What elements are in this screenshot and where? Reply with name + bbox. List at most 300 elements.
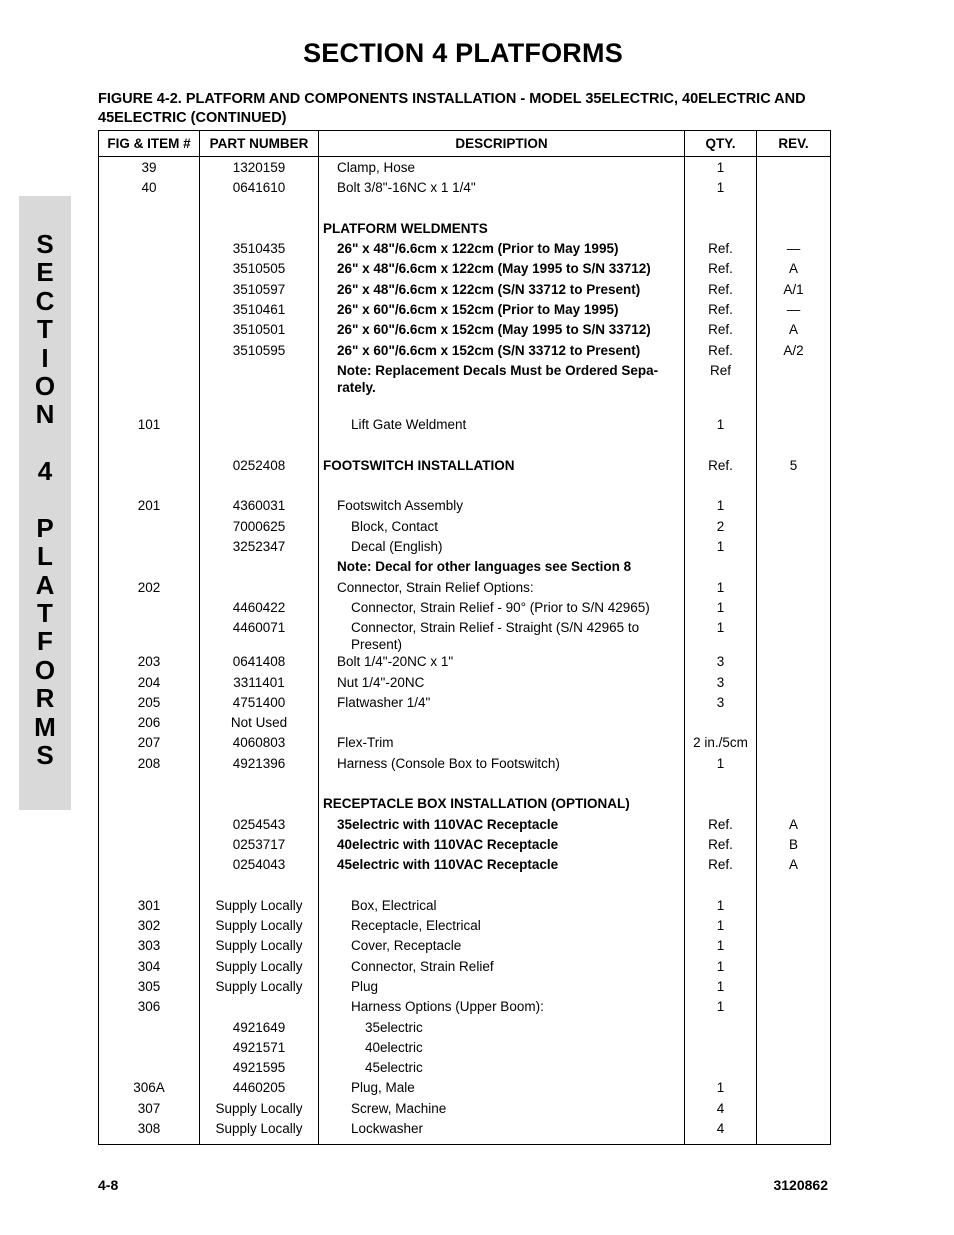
qty-cell: Ref.	[685, 816, 757, 836]
table-row	[99, 978, 831, 998]
side-tab-letter: T	[37, 314, 53, 345]
qty-cell	[685, 714, 757, 734]
qty-cell	[685, 775, 757, 795]
fig-item-cell	[99, 1059, 200, 1079]
side-tab-letter: C	[35, 285, 55, 316]
description-cell: 26" x 48"/6.6cm x 122cm (May 1995 to S/N 33712)	[319, 260, 685, 280]
fig-item-cell: 203	[99, 653, 200, 673]
table-row	[99, 816, 831, 836]
part-number-cell	[200, 579, 319, 599]
description-cell: 26" x 60"/6.6cm x 152cm (May 1995 to S/N 33712)	[319, 321, 685, 341]
part-number-cell: 3311401	[200, 674, 319, 694]
part-number-cell	[200, 362, 319, 396]
qty-cell: Ref.	[685, 856, 757, 876]
part-number-cell	[200, 416, 319, 436]
description-cell: Clamp, Hose	[319, 157, 685, 180]
rev-cell: A	[757, 321, 831, 341]
description-cell	[319, 477, 685, 497]
qty-cell: Ref.	[685, 321, 757, 341]
part-number-cell: Supply Locally	[200, 978, 319, 998]
qty-cell: Ref.	[685, 240, 757, 260]
description-cell: Harness (Console Box to Footswitch)	[319, 755, 685, 775]
part-number-cell: 3252347	[200, 538, 319, 558]
part-number-cell: 3510435	[200, 240, 319, 260]
description-cell	[319, 200, 685, 220]
side-tab-letter: E	[36, 257, 54, 288]
table-row	[99, 795, 831, 815]
table-row	[99, 958, 831, 978]
table-row	[99, 674, 831, 694]
table-header-row	[99, 131, 831, 157]
table-row	[99, 653, 831, 673]
qty-cell	[685, 795, 757, 815]
table-row	[99, 220, 831, 240]
table-row	[99, 836, 831, 856]
table-row	[99, 937, 831, 957]
side-tab-letter: S	[36, 740, 54, 771]
qty-cell: 4	[685, 1120, 757, 1145]
fig-item-cell	[99, 836, 200, 856]
part-number-cell: 0254043	[200, 856, 319, 876]
header-qty: QTY.	[685, 131, 757, 157]
table-row	[99, 179, 831, 199]
fig-item-cell	[99, 1039, 200, 1059]
table-row	[99, 437, 831, 457]
fig-item-cell: 306A	[99, 1079, 200, 1099]
fig-item-cell	[99, 538, 200, 558]
part-number-cell: 0253717	[200, 836, 319, 856]
table-row	[99, 321, 831, 341]
table-row	[99, 240, 831, 260]
description-cell: 35electric	[319, 1019, 685, 1039]
rev-cell	[757, 998, 831, 1018]
qty-cell	[685, 558, 757, 578]
part-number-cell	[200, 775, 319, 795]
fig-item-cell	[99, 457, 200, 477]
qty-cell: 4	[685, 1100, 757, 1120]
description-cell: Footswitch Assembly	[319, 497, 685, 517]
description-cell	[319, 775, 685, 795]
description-cell: Note: Replacement Decals Must be Ordered Sepa- rately.	[319, 362, 685, 396]
rev-cell	[757, 179, 831, 199]
table-row	[99, 362, 831, 396]
fig-item-cell: 201	[99, 497, 200, 517]
part-number-cell: Supply Locally	[200, 1100, 319, 1120]
fig-item-cell: 208	[99, 755, 200, 775]
qty-cell	[685, 1019, 757, 1039]
part-number-cell	[200, 200, 319, 220]
parts-table	[98, 130, 831, 1145]
description-cell: Block, Contact	[319, 518, 685, 538]
qty-cell: 3	[685, 653, 757, 673]
qty-cell: Ref.	[685, 342, 757, 362]
description-cell	[319, 714, 685, 734]
part-number-cell: 3510595	[200, 342, 319, 362]
fig-item-cell: 205	[99, 694, 200, 714]
section-side-tab	[19, 196, 71, 810]
description-cell: Connector, Strain Relief	[319, 958, 685, 978]
part-number-cell: Supply Locally	[200, 1120, 319, 1145]
table-row	[99, 856, 831, 876]
qty-cell: 3	[685, 694, 757, 714]
fig-item-cell: 303	[99, 937, 200, 957]
table-row	[99, 897, 831, 917]
table-row	[99, 917, 831, 937]
description-cell: Connector, Strain Relief - Straight (S/N 42965 to Present)	[319, 619, 685, 653]
description-cell: Lockwasher	[319, 1120, 685, 1145]
qty-cell: 1	[685, 937, 757, 957]
table-row	[99, 157, 831, 180]
table-row	[99, 877, 831, 897]
part-number-cell	[200, 998, 319, 1018]
description-cell: Plug	[319, 978, 685, 998]
part-number-cell: 4060803	[200, 734, 319, 754]
part-number-cell: Supply Locally	[200, 937, 319, 957]
rev-cell: A/2	[757, 342, 831, 362]
description-cell: Harness Options (Upper Boom):	[319, 998, 685, 1018]
side-tab-letters	[19, 230, 71, 769]
rev-cell	[757, 538, 831, 558]
part-number-cell	[200, 220, 319, 240]
fig-item-cell	[99, 321, 200, 341]
table-row	[99, 734, 831, 754]
part-number-cell	[200, 558, 319, 578]
table-row	[99, 579, 831, 599]
description-cell	[319, 877, 685, 897]
part-number-cell: 4460422	[200, 599, 319, 619]
figure-title: FIGURE 4-2. PLATFORM AND COMPONENTS INSTALLATION - MODEL 35ELECTRIC, 40ELECTRIC AND 45ELECTRIC (CONTINUED)	[98, 91, 806, 126]
fig-item-cell: 101	[99, 416, 200, 436]
rev-cell	[757, 477, 831, 497]
part-number-cell: Supply Locally	[200, 958, 319, 978]
qty-cell: 1	[685, 897, 757, 917]
description-cell: 26" x 48"/6.6cm x 122cm (Prior to May 1995)	[319, 240, 685, 260]
description-cell: 40electric with 110VAC Receptacle	[319, 836, 685, 856]
qty-cell: 1	[685, 958, 757, 978]
description-cell: 40electric	[319, 1039, 685, 1059]
table-row	[99, 416, 831, 436]
rev-cell	[757, 674, 831, 694]
fig-item-cell	[99, 795, 200, 815]
description-cell: 26" x 60"/6.6cm x 152cm (S/N 33712 to Present)	[319, 342, 685, 362]
rev-cell	[757, 200, 831, 220]
table-row	[99, 497, 831, 517]
side-tab-letter: R	[35, 683, 55, 714]
part-number-cell: 0254543	[200, 816, 319, 836]
rev-cell	[757, 795, 831, 815]
description-cell: Flex-Trim	[319, 734, 685, 754]
fig-item-cell: 307	[99, 1100, 200, 1120]
qty-cell: 1	[685, 179, 757, 199]
rev-cell	[757, 1079, 831, 1099]
rev-cell	[757, 755, 831, 775]
side-tab-letter	[19, 486, 71, 514]
table-row	[99, 1079, 831, 1099]
part-number-cell: 3510501	[200, 321, 319, 341]
qty-cell: 1	[685, 538, 757, 558]
qty-cell	[685, 1059, 757, 1079]
part-number-cell: 4921571	[200, 1039, 319, 1059]
table-row	[99, 1120, 831, 1145]
qty-cell: Ref.	[685, 836, 757, 856]
side-tab-letter: O	[34, 654, 56, 685]
description-cell: Cover, Receptacle	[319, 937, 685, 957]
rev-cell	[757, 220, 831, 240]
part-number-cell: 3510461	[200, 301, 319, 321]
rev-cell	[757, 1100, 831, 1120]
qty-cell: 1	[685, 497, 757, 517]
qty-cell: 1	[685, 579, 757, 599]
description-cell: Bolt 3/8"-16NC x 1 1/4"	[319, 179, 685, 199]
rev-cell	[757, 734, 831, 754]
part-number-cell: 3510597	[200, 281, 319, 301]
side-tab-letter: F	[37, 626, 53, 657]
description-cell: 45electric with 110VAC Receptacle	[319, 856, 685, 876]
fig-item-cell: 304	[99, 958, 200, 978]
part-number-cell	[200, 437, 319, 457]
qty-cell: 1	[685, 1079, 757, 1099]
rev-cell	[757, 978, 831, 998]
side-tab-letter: M	[34, 711, 56, 742]
rev-cell: A	[757, 816, 831, 836]
table-row	[99, 457, 831, 477]
description-cell: Flatwasher 1/4"	[319, 694, 685, 714]
fig-item-cell	[99, 281, 200, 301]
header-part-number: PART NUMBER	[200, 131, 319, 157]
part-number-cell: 4921649	[200, 1019, 319, 1039]
fig-item-cell: 204	[99, 674, 200, 694]
part-number-cell: 3510505	[200, 260, 319, 280]
table-row	[99, 281, 831, 301]
fig-item-cell	[99, 342, 200, 362]
description-cell: 45electric	[319, 1059, 685, 1079]
qty-cell	[685, 877, 757, 897]
part-number-cell	[200, 795, 319, 815]
table-row	[99, 260, 831, 280]
description-cell: Decal (English)	[319, 538, 685, 558]
fig-item-cell	[99, 260, 200, 280]
part-number-cell: 4921396	[200, 755, 319, 775]
table-row	[99, 200, 831, 220]
description-cell: Bolt 1/4"-20NC x 1"	[319, 653, 685, 673]
qty-cell: Ref.	[685, 281, 757, 301]
rev-cell	[757, 917, 831, 937]
table-row	[99, 538, 831, 558]
rev-cell	[757, 518, 831, 538]
fig-item-cell	[99, 558, 200, 578]
table-row	[99, 342, 831, 362]
table-row	[99, 619, 831, 653]
description-cell: Screw, Machine	[319, 1100, 685, 1120]
qty-cell: 1	[685, 599, 757, 619]
rev-cell	[757, 653, 831, 673]
rev-cell	[757, 619, 831, 653]
table-row	[99, 1039, 831, 1059]
description-cell: Receptacle, Electrical	[319, 917, 685, 937]
description-cell	[319, 396, 685, 416]
table-row	[99, 694, 831, 714]
rev-cell: A/1	[757, 281, 831, 301]
qty-cell	[685, 1039, 757, 1059]
table-row	[99, 558, 831, 578]
fig-item-cell	[99, 877, 200, 897]
table-row	[99, 518, 831, 538]
side-tab-letter: 4	[37, 456, 53, 487]
fig-item-cell	[99, 599, 200, 619]
side-tab-letter: S	[36, 229, 54, 259]
qty-cell: 1	[685, 619, 757, 653]
part-number-cell: 4460205	[200, 1079, 319, 1099]
qty-cell: 3	[685, 674, 757, 694]
fig-item-cell: 40	[99, 179, 200, 199]
fig-item-cell	[99, 477, 200, 497]
rev-cell	[757, 362, 831, 396]
fig-item-cell	[99, 200, 200, 220]
fig-item-cell	[99, 856, 200, 876]
qty-cell: Ref.	[685, 301, 757, 321]
fig-item-cell	[99, 775, 200, 795]
table-row	[99, 477, 831, 497]
rev-cell	[757, 437, 831, 457]
header-rev: REV.	[757, 131, 831, 157]
side-tab-letter: T	[37, 598, 53, 629]
rev-cell: A	[757, 856, 831, 876]
fig-item-cell	[99, 816, 200, 836]
qty-cell: 2 in./5cm	[685, 734, 757, 754]
part-number-cell: 0641408	[200, 653, 319, 673]
fig-item-cell	[99, 362, 200, 396]
fig-item-cell: 206	[99, 714, 200, 734]
rev-cell	[757, 497, 831, 517]
description-cell: RECEPTACLE BOX INSTALLATION (OPTIONAL)	[319, 795, 685, 815]
description-cell: Connector, Strain Relief Options:	[319, 579, 685, 599]
table-row	[99, 998, 831, 1018]
rev-cell	[757, 579, 831, 599]
qty-cell: 1	[685, 917, 757, 937]
part-number-cell: Supply Locally	[200, 917, 319, 937]
part-number-cell: 4751400	[200, 694, 319, 714]
rev-cell: —	[757, 301, 831, 321]
fig-item-cell	[99, 396, 200, 416]
fig-item-cell	[99, 518, 200, 538]
side-tab-letter: P	[36, 512, 54, 543]
rev-cell	[757, 877, 831, 897]
qty-cell: 2	[685, 518, 757, 538]
qty-cell	[685, 396, 757, 416]
qty-cell: Ref.	[685, 260, 757, 280]
header-description: DESCRIPTION	[319, 131, 685, 157]
rev-cell	[757, 1059, 831, 1079]
rev-cell: —	[757, 240, 831, 260]
rev-cell	[757, 396, 831, 416]
qty-cell: 1	[685, 755, 757, 775]
fig-item-cell	[99, 1019, 200, 1039]
table-row	[99, 1100, 831, 1120]
table-row	[99, 301, 831, 321]
fig-item-cell: 308	[99, 1120, 200, 1145]
fig-item-cell: 202	[99, 579, 200, 599]
table-row	[99, 1019, 831, 1039]
qty-cell: 1	[685, 416, 757, 436]
side-tab-letter: N	[35, 399, 55, 430]
part-number-cell	[200, 477, 319, 497]
side-tab-letter: I	[41, 342, 49, 373]
description-cell: FOOTSWITCH INSTALLATION	[319, 457, 685, 477]
qty-cell	[685, 477, 757, 497]
qty-cell	[685, 220, 757, 240]
qty-cell: Ref	[685, 362, 757, 396]
fig-item-cell: 306	[99, 998, 200, 1018]
rev-cell	[757, 416, 831, 436]
description-cell: Lift Gate Weldment	[319, 416, 685, 436]
part-number-cell: 4921595	[200, 1059, 319, 1079]
fig-item-cell: 301	[99, 897, 200, 917]
description-cell: 26" x 48"/6.6cm x 122cm (S/N 33712 to Present)	[319, 281, 685, 301]
description-cell: Plug, Male	[319, 1079, 685, 1099]
rev-cell	[757, 714, 831, 734]
qty-cell: 1	[685, 157, 757, 180]
part-number-cell: 1320159	[200, 157, 319, 180]
fig-item-cell	[99, 220, 200, 240]
table-row	[99, 755, 831, 775]
rev-cell	[757, 157, 831, 180]
part-number-cell	[200, 396, 319, 416]
description-cell: Box, Electrical	[319, 897, 685, 917]
rev-cell	[757, 1120, 831, 1145]
part-number-cell	[200, 877, 319, 897]
rev-cell	[757, 1039, 831, 1059]
side-tab-letter: A	[35, 569, 55, 600]
qty-cell: 1	[685, 978, 757, 998]
description-cell: Nut 1/4"-20NC	[319, 674, 685, 694]
fig-item-cell	[99, 437, 200, 457]
fig-item-cell	[99, 240, 200, 260]
part-number-cell: 4460071	[200, 619, 319, 653]
description-cell	[319, 437, 685, 457]
fig-item-cell: 39	[99, 157, 200, 180]
description-cell: Connector, Strain Relief - 90° (Prior to S/N 42965)	[319, 599, 685, 619]
description-cell: 35electric with 110VAC Receptacle	[319, 816, 685, 836]
rev-cell: A	[757, 260, 831, 280]
part-number-cell: Not Used	[200, 714, 319, 734]
rev-cell	[757, 599, 831, 619]
part-number-cell: Supply Locally	[200, 897, 319, 917]
qty-cell: 1	[685, 998, 757, 1018]
rev-cell	[757, 937, 831, 957]
fig-item-cell: 305	[99, 978, 200, 998]
document-number: 3120862	[773, 1177, 828, 1193]
description-cell: PLATFORM WELDMENTS	[319, 220, 685, 240]
rev-cell	[757, 1019, 831, 1039]
description-cell: Note: Decal for other languages see Section 8	[319, 558, 685, 578]
section-title: SECTION 4 PLATFORMS	[303, 38, 623, 68]
qty-cell: Ref.	[685, 457, 757, 477]
fig-item-cell: 207	[99, 734, 200, 754]
side-tab-letter: O	[34, 370, 56, 401]
table-row	[99, 396, 831, 416]
part-number-cell: 7000625	[200, 518, 319, 538]
part-number-cell: 0252408	[200, 457, 319, 477]
side-tab-letter	[19, 429, 71, 457]
qty-cell	[685, 200, 757, 220]
table-row	[99, 775, 831, 795]
rev-cell	[757, 958, 831, 978]
fig-item-cell	[99, 301, 200, 321]
page-number: 4-8	[98, 1177, 119, 1193]
fig-item-cell	[99, 619, 200, 653]
table-row	[99, 599, 831, 619]
rev-cell: 5	[757, 457, 831, 477]
